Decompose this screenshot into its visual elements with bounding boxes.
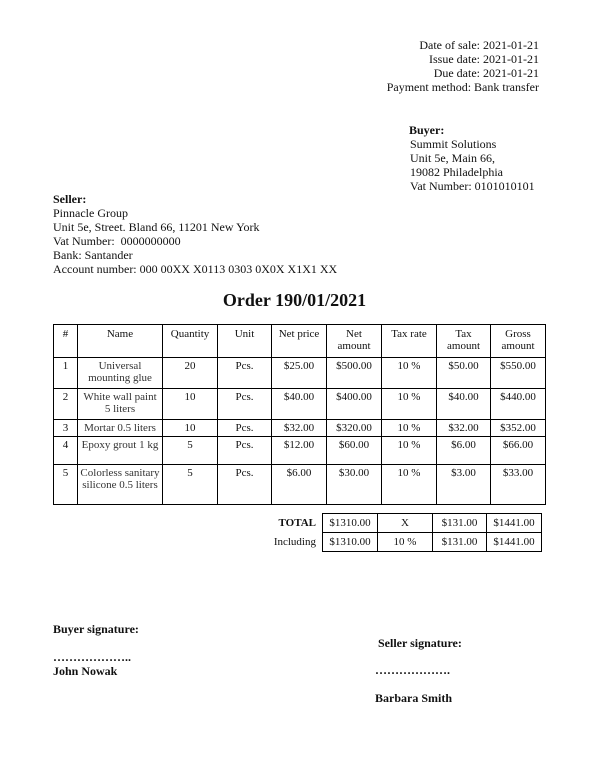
buyer-block	[410, 123, 535, 193]
order-title: Order 190/01/2021	[222, 290, 367, 310]
cell-unit: Pcs.	[218, 389, 272, 420]
table-row	[54, 389, 546, 420]
cell-net-price: $32.00	[272, 420, 327, 437]
cell-name: Universal mounting glue	[78, 358, 163, 389]
summary-total-label: TOTAL	[278, 516, 316, 529]
cell-quantity: 10	[163, 420, 218, 437]
col-header-gross-amount: Gross amount	[491, 325, 546, 358]
order-dates	[387, 38, 539, 94]
summary-including-row	[263, 533, 542, 552]
cell-tax-amount: $6.00	[437, 437, 491, 465]
cell-gross-amount: $440.00	[491, 389, 546, 420]
cell-tax-amount: $40.00	[437, 389, 491, 420]
due-date: Due date: 2021-01-21	[433, 66, 539, 80]
cell-unit: Pcs.	[218, 420, 272, 437]
cell-quantity: 5	[163, 437, 218, 465]
cell-name: Mortar 0.5 liters	[78, 420, 163, 437]
cell-number: 4	[54, 437, 78, 465]
col-header-tax-rate: Tax rate	[382, 325, 437, 358]
col-header-net-amount: Net amount	[327, 325, 382, 358]
col-header-unit: Unit	[218, 325, 272, 358]
cell-tax-rate: 10 %	[382, 358, 437, 389]
seller-signature-block	[375, 636, 462, 705]
seller-address: Unit 5e, Street. Bland 66, 11201 New York	[53, 220, 260, 234]
cell-unit: Pcs.	[218, 358, 272, 389]
buyer-name: Summit Solutions	[410, 137, 497, 151]
seller-signature-name: Barbara Smith	[375, 691, 453, 705]
cell-quantity: 10	[163, 389, 218, 420]
summary-including-net: $1310.00	[323, 533, 378, 552]
summary-total-tax-rate: X	[378, 514, 433, 533]
seller-bank: Bank: Santander	[53, 248, 133, 262]
items-table	[53, 324, 546, 505]
seller-signature-label: Seller signature:	[378, 636, 462, 650]
buyer-address-line1: Unit 5e, Main 66,	[410, 151, 495, 165]
seller-name: Pinnacle Group	[53, 206, 128, 220]
cell-net-amount: $500.00	[327, 358, 382, 389]
cell-number: 3	[54, 420, 78, 437]
cell-name: Epoxy grout 1 kg	[78, 437, 163, 465]
seller-account: Account number: 000 00XX X0113 0303 0X0X X1X1 XX	[53, 262, 338, 276]
seller-vat: Vat Number: 0000000000	[53, 234, 181, 248]
buyer-label: Buyer:	[409, 123, 445, 137]
date-of-sale: Date of sale: 2021-01-21	[419, 38, 539, 52]
summary-table	[263, 513, 542, 552]
table-header-row	[54, 325, 546, 358]
cell-quantity: 5	[163, 465, 218, 505]
buyer-vat: Vat Number: 0101010101	[410, 179, 535, 193]
cell-number: 1	[54, 358, 78, 389]
cell-unit: Pcs.	[218, 437, 272, 465]
cell-unit: Pcs.	[218, 465, 272, 505]
cell-net-amount: $30.00	[327, 465, 382, 505]
issue-date: Issue date: 2021-01-21	[429, 52, 539, 66]
summary-including-gross: $1441.00	[487, 533, 542, 552]
cell-name: White wall paint 5 liters	[78, 389, 163, 420]
cell-name: Colorless sanitary silicone 0.5 liters	[78, 465, 163, 505]
table-row	[54, 437, 546, 465]
summary-including-tax: $131.00	[433, 533, 487, 552]
buyer-signature-line: ………………..	[53, 650, 131, 664]
buyer-signature-label: Buyer signature:	[53, 622, 139, 636]
summary-including-label: Including	[273, 535, 316, 548]
summary-total-gross: $1441.00	[487, 514, 542, 533]
seller-block	[53, 192, 337, 276]
seller-signature-line: ……………….	[375, 663, 450, 677]
cell-net-amount: $320.00	[327, 420, 382, 437]
buyer-signature-block	[53, 622, 139, 678]
col-header-name: Name	[78, 325, 163, 358]
cell-number: 2	[54, 389, 78, 420]
col-header-net-price: Net price	[272, 325, 327, 358]
cell-gross-amount: $33.00	[491, 465, 546, 505]
cell-tax-rate: 10 %	[382, 437, 437, 465]
cell-tax-rate: 10 %	[382, 465, 437, 505]
cell-gross-amount: $550.00	[491, 358, 546, 389]
summary-including-tax-rate: 10 %	[378, 533, 433, 552]
cell-net-price: $40.00	[272, 389, 327, 420]
col-header-number: #	[54, 325, 78, 358]
table-row	[54, 465, 546, 505]
table-row	[54, 358, 546, 389]
cell-tax-amount: $50.00	[437, 358, 491, 389]
cell-net-amount: $400.00	[327, 389, 382, 420]
cell-tax-amount: $32.00	[437, 420, 491, 437]
cell-tax-rate: 10 %	[382, 420, 437, 437]
cell-net-price: $6.00	[272, 465, 327, 505]
buyer-address-line2: 19082 Philadelphia	[410, 165, 503, 179]
col-header-tax-amount: Tax amount	[437, 325, 491, 358]
cell-tax-amount: $3.00	[437, 465, 491, 505]
summary-total-tax: $131.00	[433, 514, 487, 533]
cell-gross-amount: $352.00	[491, 420, 546, 437]
summary-total-net: $1310.00	[323, 514, 378, 533]
cell-net-price: $25.00	[272, 358, 327, 389]
cell-number: 5	[54, 465, 78, 505]
payment-method: Payment method: Bank transfer	[386, 80, 539, 94]
cell-tax-rate: 10 %	[382, 389, 437, 420]
seller-label: Seller:	[53, 192, 87, 206]
cell-net-price: $12.00	[272, 437, 327, 465]
buyer-signature-name: John Nowak	[53, 664, 118, 678]
cell-net-amount: $60.00	[327, 437, 382, 465]
cell-gross-amount: $66.00	[491, 437, 546, 465]
table-row	[54, 420, 546, 437]
cell-quantity: 20	[163, 358, 218, 389]
col-header-quantity: Quantity	[163, 325, 218, 358]
summary-total-row	[263, 514, 542, 533]
